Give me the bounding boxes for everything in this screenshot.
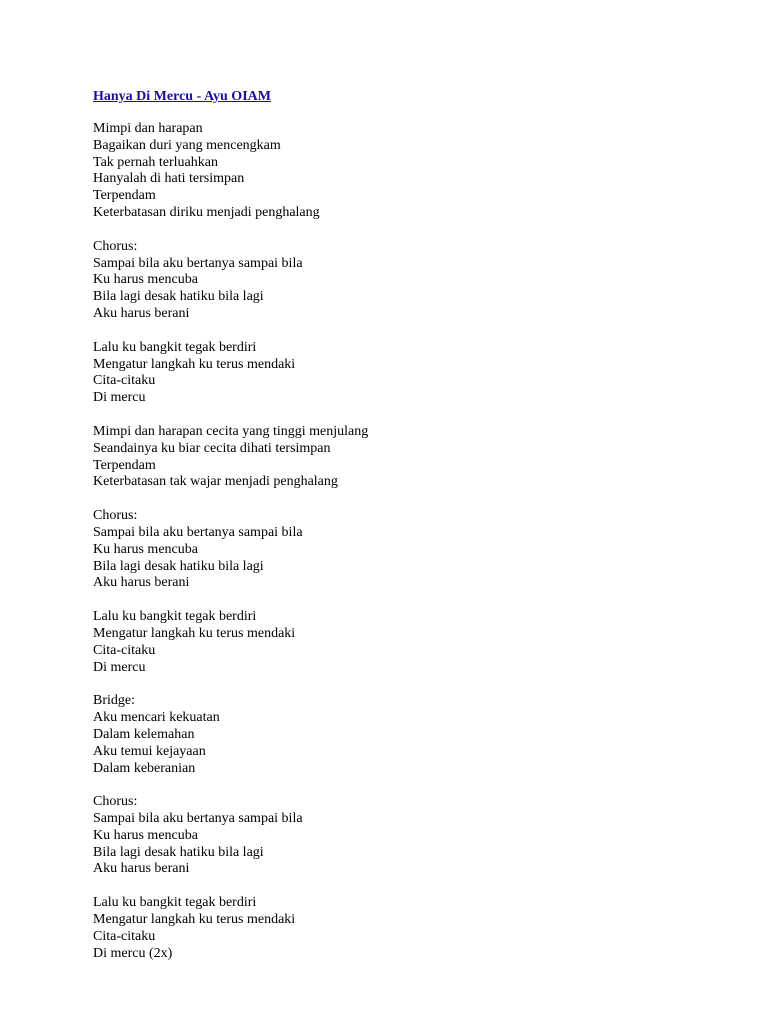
- section-label: Chorus:: [93, 794, 138, 810]
- lyric-line: Bila lagi desak hatiku bila lagi: [93, 289, 264, 305]
- lyric-line: Bila lagi desak hatiku bila lagi: [93, 844, 264, 860]
- lyric-line: Dalam kelemahan: [93, 726, 195, 742]
- stanza-chorus-1: [93, 239, 733, 323]
- lyric-line: Ku harus mencuba: [93, 541, 198, 557]
- lyric-line: Mimpi dan harapan: [93, 121, 203, 136]
- lyric-line: Keterbatasan tak wajar menjadi penghalang: [93, 474, 338, 490]
- lyric-line: Aku harus berani: [93, 861, 190, 877]
- lyric-line: Di mercu (2x): [93, 945, 173, 961]
- lyric-line: Bila lagi desak hatiku bila lagi: [93, 558, 264, 574]
- lyric-line: Sampai bila aku bertanya sampai bila: [93, 255, 303, 271]
- lyric-line: Terpendam: [93, 457, 156, 473]
- stanza-verse-1: [93, 121, 733, 222]
- lyric-line: Cita-citaku: [93, 373, 156, 389]
- lyric-line: Di mercu: [93, 659, 146, 675]
- lyric-line: Lalu ku bangkit tegak berdiri: [93, 895, 257, 911]
- lyric-line: Cita-citaku: [93, 642, 156, 658]
- title-line: [93, 88, 733, 105]
- lyric-line: Keterbatasan diriku menjadi penghalang: [93, 204, 320, 220]
- stanza-chorus-3: [93, 794, 733, 878]
- lyric-line: Seandainya ku biar cecita dihati tersimpan: [93, 440, 331, 456]
- lyric-line: Mimpi dan harapan cecita yang tinggi menjulang: [93, 423, 369, 439]
- lyric-line: Mengatur langkah ku terus mendaki: [93, 625, 296, 641]
- lyric-line: Aku mencari kekuatan: [93, 710, 220, 726]
- section-label: Bridge:: [93, 693, 135, 709]
- lyrics-document: [93, 88, 733, 979]
- lyric-line: Di mercu: [93, 390, 146, 406]
- lyric-line: Mengatur langkah ku terus mendaki: [93, 912, 296, 928]
- lyric-line: Dalam keberanian: [93, 760, 196, 776]
- lyric-line: Lalu ku bangkit tegak berdiri: [93, 339, 257, 355]
- lyric-line: Tak pernah terluahkan: [93, 154, 218, 170]
- lyric-line: Hanyalah di hati tersimpan: [93, 171, 245, 187]
- lyric-line: Ku harus mencuba: [93, 827, 198, 843]
- stanza-chorus-2: [93, 508, 733, 592]
- section-label: Chorus:: [93, 238, 138, 254]
- lyric-line: Cita-citaku: [93, 928, 156, 944]
- lyric-line: Aku harus berani: [93, 305, 190, 321]
- lyric-line: Aku temui kejayaan: [93, 743, 206, 759]
- lyric-line: Lalu ku bangkit tegak berdiri: [93, 609, 257, 625]
- song-title-link[interactable]: Hanya Di Mercu - Ayu OIAM: [93, 89, 271, 104]
- lyric-line: Aku harus berani: [93, 575, 190, 591]
- lyric-line: Terpendam: [93, 188, 156, 204]
- lyric-line: Ku harus mencuba: [93, 272, 198, 288]
- stanza-post-chorus-3: [93, 895, 733, 962]
- lyric-line: Mengatur langkah ku terus mendaki: [93, 356, 296, 372]
- section-label: Chorus:: [93, 508, 138, 524]
- lyric-line: Sampai bila aku bertanya sampai bila: [93, 524, 303, 540]
- lyric-line: Bagaikan duri yang mencengkam: [93, 137, 281, 153]
- stanza-post-chorus-1: [93, 340, 733, 407]
- lyric-line: Sampai bila aku bertanya sampai bila: [93, 811, 303, 827]
- stanza-post-chorus-2: [93, 609, 733, 676]
- stanza-bridge: [93, 693, 733, 777]
- stanza-verse-2: [93, 424, 733, 491]
